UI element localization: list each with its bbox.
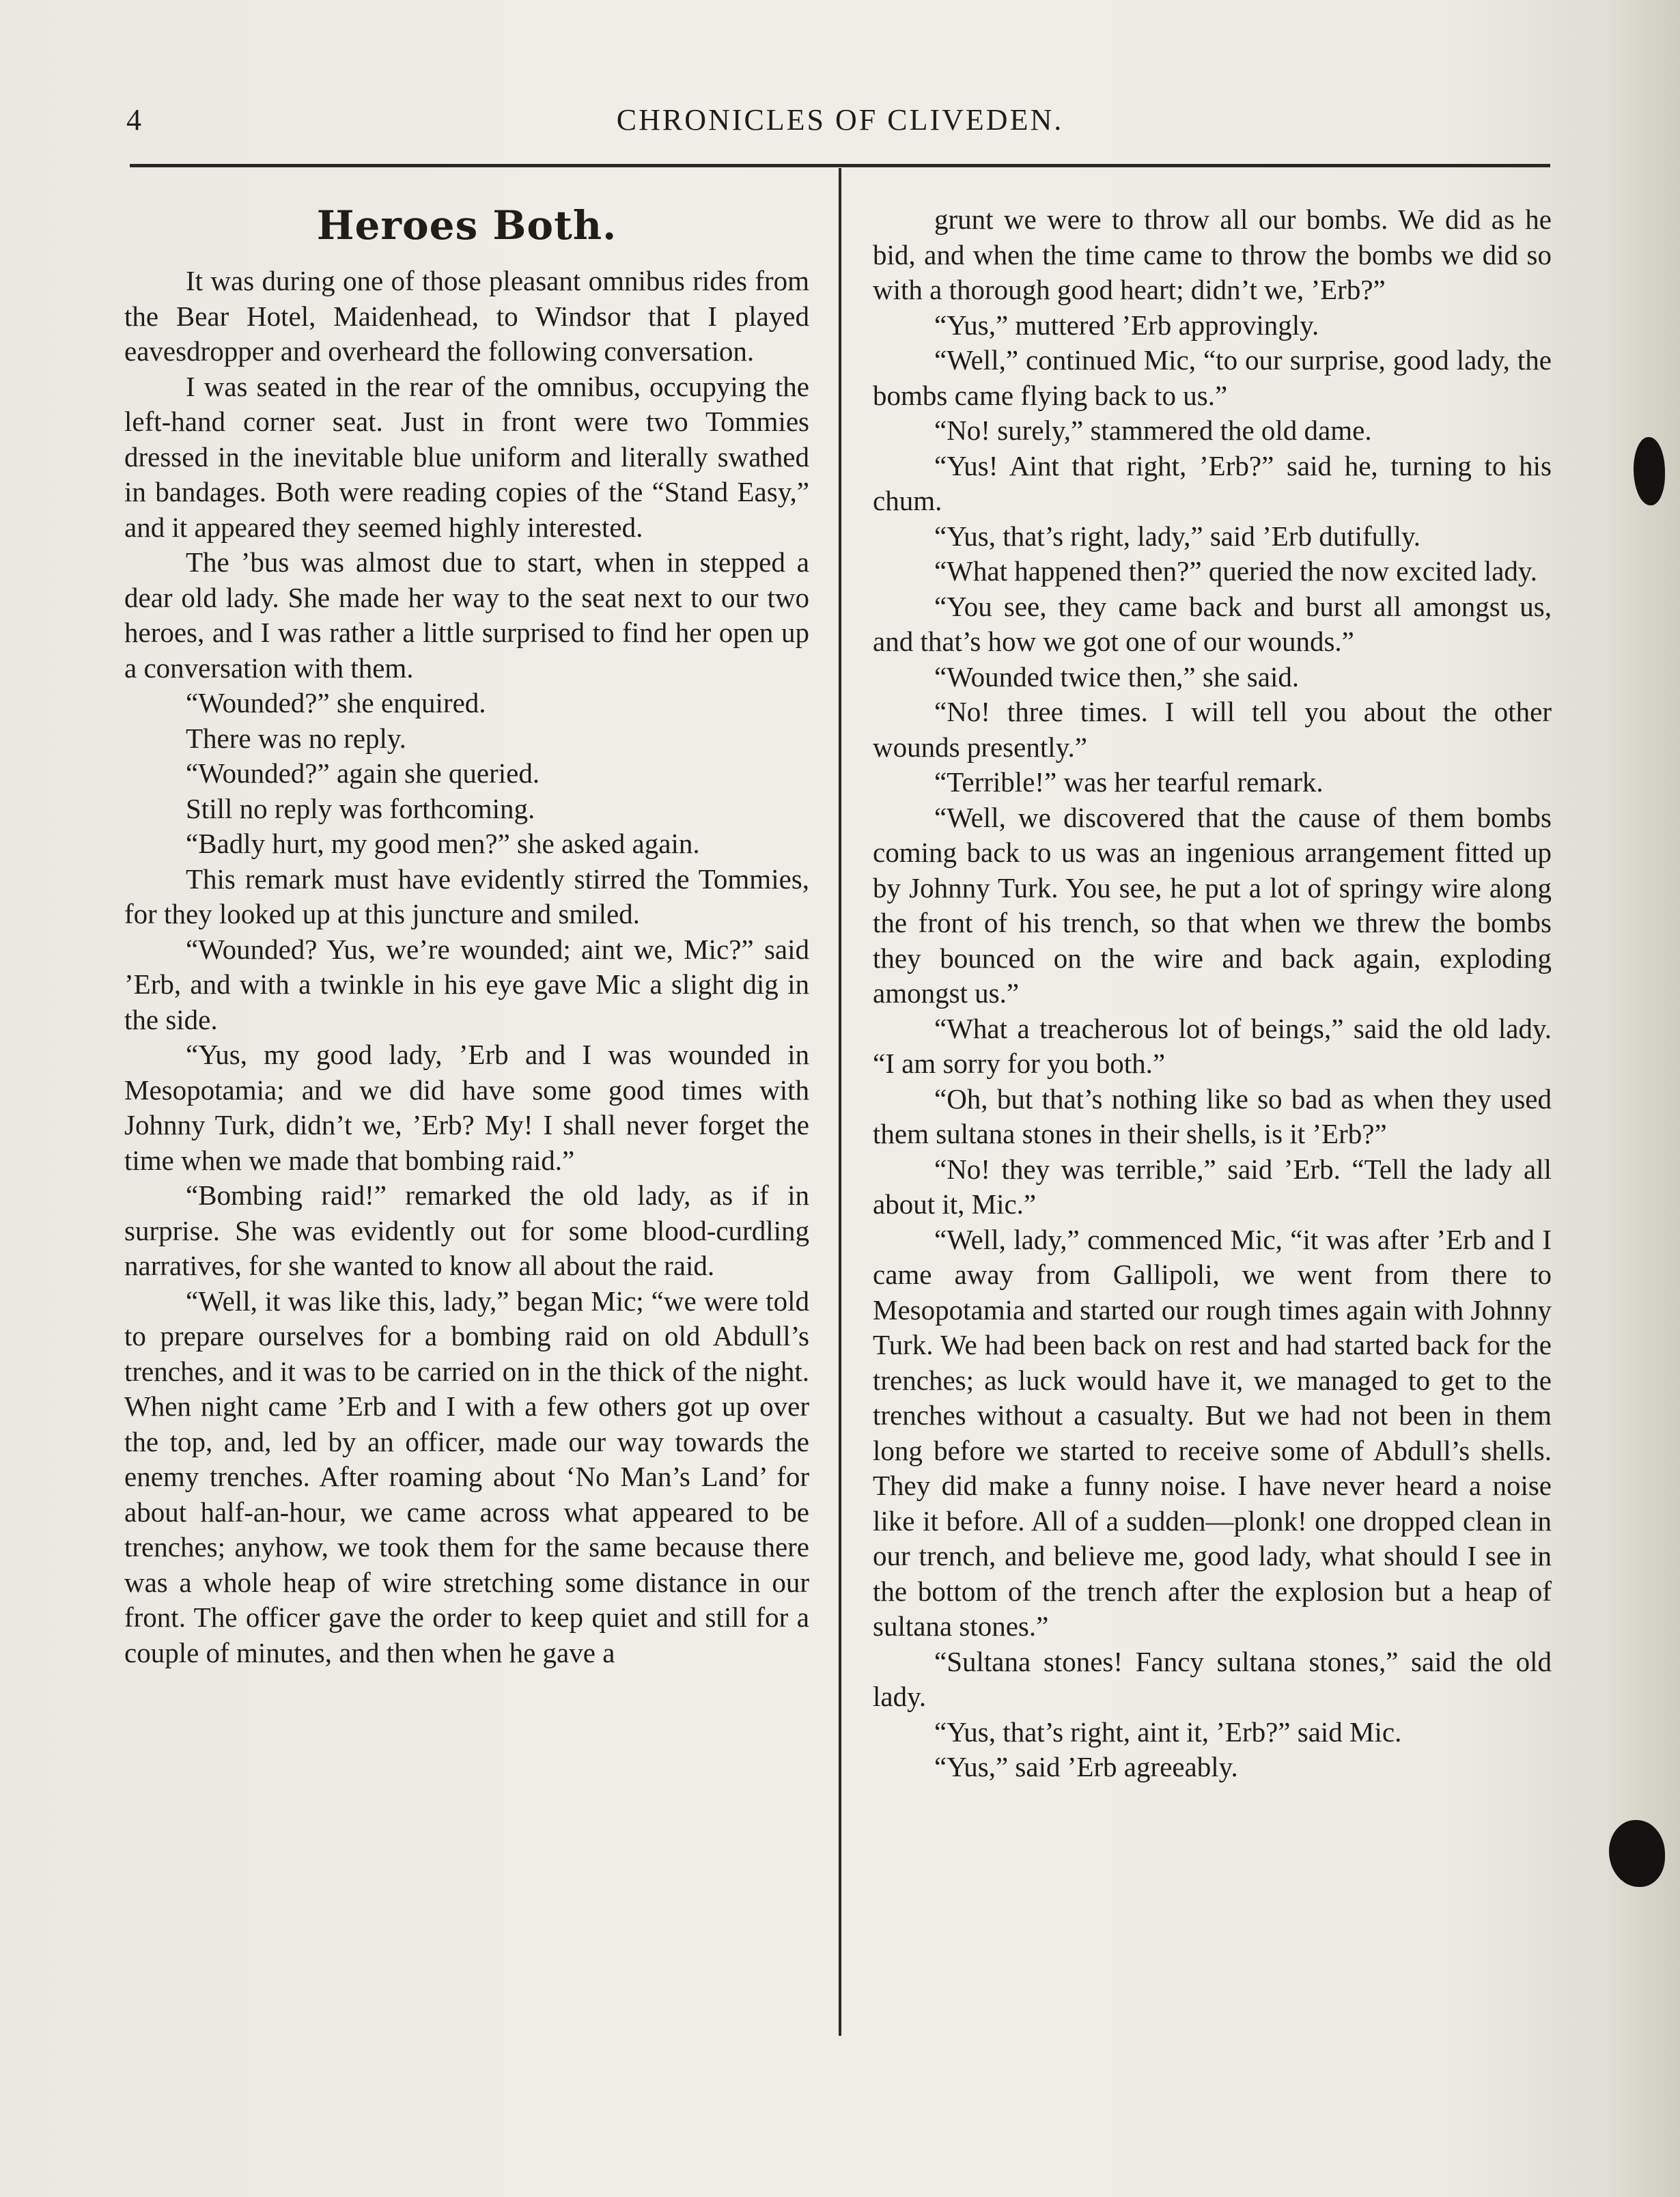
paragraph: “Terrible!” was her tearful remark. — [934, 766, 1324, 798]
running-title: CHRONICLES OF CLIVEDEN. — [616, 103, 1064, 137]
paragraph: “Well, it was like this, lady,” began Mic; “we were told to prepare ourselves for a bombing raid on old Abdull’s trenches, and it was to be carried on in the thick of the night. When night came ’Erb and I with a few others got up over the top, and, led by an officer, made our way towards the enemy trenches. After roaming about ‘No Man’s Land’ for about half-an-hour, we came across what appeared to be trenches; anyhow, we took them for the same because there was a whole heap of wire stretching some distance in our front. The officer gave the order to keep quiet and still for a couple of minutes, and then when he gave a — [124, 1285, 809, 1668]
header-rule — [130, 164, 1550, 167]
paragraph: There was no reply. — [186, 722, 406, 754]
right-column-text — [873, 202, 1552, 1785]
paragraph: “Oh, but that’s nothing like so bad as when they used them sultana stones in their shells, is it ’Erb?” — [873, 1082, 1552, 1149]
paragraph: “No! surely,” stammered the old dame. — [934, 415, 1372, 446]
page-header — [126, 102, 1554, 150]
paragraph: “Bombing raid!” remarked the old lady, as if in surprise. She was evidently out for some blood-curdling narratives, for she wanted to know all about the raid. — [124, 1179, 809, 1281]
paragraph: “Yus, that’s right, lady,” said ’Erb dutifully. — [934, 520, 1421, 552]
paragraph: “Wounded?” again she queried. — [186, 757, 540, 789]
paragraph: “Wounded twice then,” she said. — [934, 660, 1300, 692]
paragraph: “Wounded? Yus, we’re wounded; aint we, Mic?” said ’Erb, and with a twinkle in his eye gave Mic a slight dig in the side. — [124, 933, 809, 1035]
right-column — [873, 202, 1552, 1785]
paragraph: The ’bus was almost due to start, when in stepped a dear old lady. She made her way to the seat next to our two heroes, and I was rather a little surprised to find her open up a conversation with them. — [124, 546, 809, 684]
paragraph: “Badly hurt, my good men?” she asked again. — [186, 828, 700, 859]
paragraph: “Sultana stones! Fancy sultana stones,” said the old lady. — [873, 1645, 1552, 1712]
paragraph: “Well, lady,” commenced Mic, “it was after ’Erb and I came away from Gallipoli, we went from there to Mesopotamia and started our rough times again with Johnny Turk. We had been back on rest and had started back for the trenches; as luck would have it, we managed to get to the trenches without a casualty. But we had not been in them long before we started to receive some of Abdull’s shells. They did make a funny noise. I have never heard a noise like it before. All of a sudden—plonk! one dropped clean in our trench, and believe me, good lady, what should I see in the bottom of the trench after the explosion but a heap of sultana stones.” — [873, 1223, 1552, 1642]
left-column — [124, 198, 809, 1670]
paragraph: This remark must have evidently stirred the Tommies, for they looked up at this juncture and smiled. — [124, 863, 809, 929]
article-title: Heroes Both. — [316, 202, 617, 249]
paragraph: “What happened then?” queried the now excited lady. — [934, 555, 1538, 587]
paragraph: “Yus,” said ’Erb agreeably. — [934, 1751, 1238, 1782]
left-column-text — [124, 264, 809, 1670]
paragraph: “Well,” continued Mic, “to our surprise, good lady, the bombs came flying back to us.” — [873, 344, 1552, 411]
paragraph: Still no reply was forthcoming. — [186, 792, 535, 824]
paragraph: “Wounded?” she enquired. — [186, 687, 486, 718]
binding-hole-top — [1634, 437, 1665, 505]
paragraph: “You see, they came back and burst all amongst us, and that’s how we got one of our wounds.” — [873, 590, 1552, 657]
paragraph: “Yus,” muttered ’Erb approvingly. — [934, 309, 1319, 341]
binding-hole-bottom — [1609, 1820, 1665, 1887]
paragraph: “Yus, that’s right, aint it, ’Erb?” said Mic. — [934, 1716, 1402, 1748]
paragraph: “Yus! Aint that right, ’Erb?” said he, turning to his chum. — [873, 449, 1552, 516]
paragraph: grunt we were to throw all our bombs. We did as he bid, and when the time came to throw the bombs we did so with a thorough good heart; didn’t we, ’Erb?” — [873, 204, 1552, 305]
paragraph: “Yus, my good lady, ’Erb and I was wounded in Mesopotamia; and we did have some good times with Johnny Turk, didn’t we, ’Erb? My! I shall never forget the time when we made that bombing raid.” — [124, 1039, 809, 1176]
page-number: 4 — [126, 103, 142, 137]
paragraph: “No! three times. I will tell you about the other wounds presently.” — [873, 696, 1552, 763]
paragraph: “What a treacherous lot of beings,” said the old lady. “I am sorry for you both.” — [873, 1012, 1552, 1079]
paragraph: “No! they was terrible,” said ’Erb. “Tell the lady all about it, Mic.” — [873, 1153, 1552, 1220]
paragraph: I was seated in the rear of the omnibus, occupying the left-hand corner seat. Just in front were two Tommies dressed in the inevitable blue uniform and literally swathed in bandages. Both were reading copies of the “Stand Easy,” and it appeared they seemed highly interested. — [124, 370, 809, 543]
paragraph: “Well, we discovered that the cause of them bombs coming back to us was an ingenious arrangement fitted up by Johnny Turk. You see, he put a lot of springy wire along the front of his trench, so that when we threw the bombs they bounced on the wire and back again, exploding amongst us.” — [873, 801, 1552, 1009]
column-divider — [839, 168, 841, 2036]
paragraph: It was during one of those pleasant omnibus rides from the Bear Hotel, Maidenhead, to Windsor that I played eavesdropper and overheard the following conversation. — [124, 265, 809, 367]
